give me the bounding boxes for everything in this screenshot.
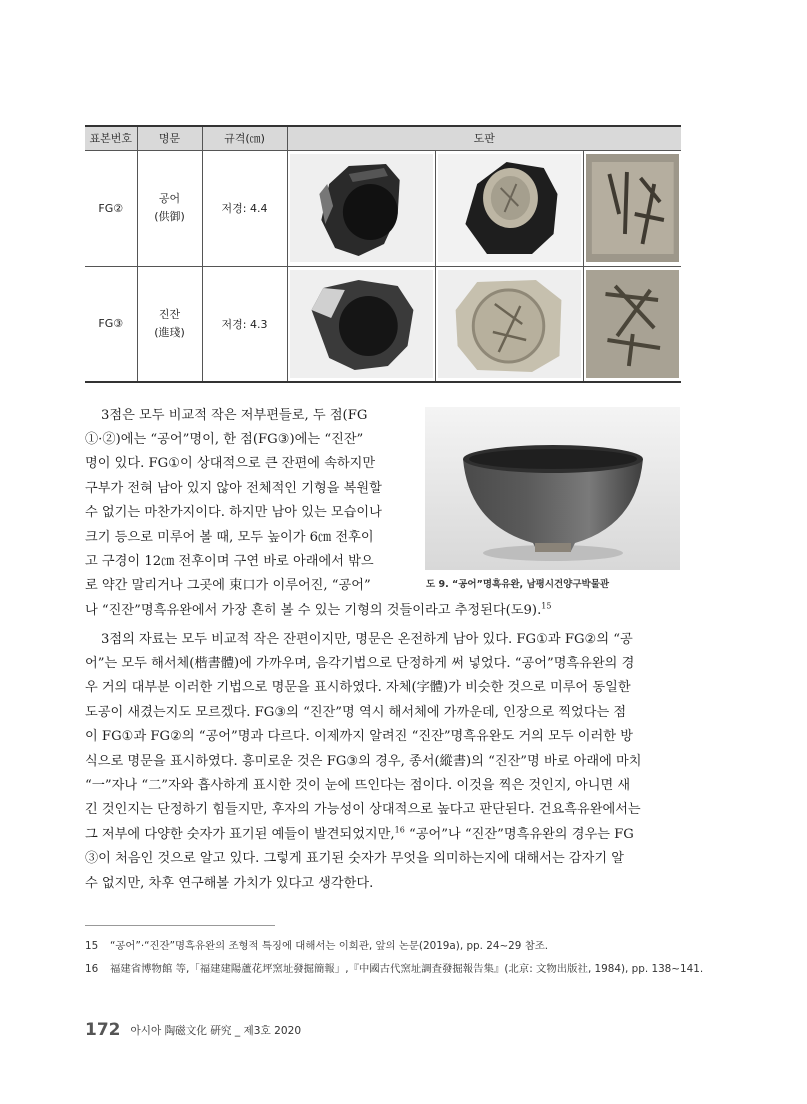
text-line: 로 약간 말리거나 그곳에 束口가 이루어진, “공어”	[85, 578, 371, 594]
shard-outer-photo	[290, 270, 433, 378]
footnote-number: 15	[85, 940, 99, 952]
journal-title: 아시아 陶磁文化 硏究 _ 제3호 2020	[130, 1025, 302, 1037]
text-line: 긴 것인지는 단정하기 힘들지만, 후자의 가능성이 상대적으로 높다고 판단된다. 건요흑유완에서는	[85, 802, 641, 818]
photo-cell	[583, 150, 681, 266]
inscription-closeup-photo	[586, 154, 680, 262]
text-line: 도공이 새겼는지도 모르겠다. FG③의 “진잔”명 역시 해서체에 가까운데, 인장으로 찍었다는 점	[85, 704, 627, 720]
text-line: 수 없기는 마찬가지이다. 하지만 남아 있는 모습이나	[85, 505, 382, 521]
text-line	[85, 823, 642, 847]
footnote-ref: 16	[394, 825, 405, 835]
text-line: 이 FG①과 FG②의 “공어”명과 다르다. 이제까지 알려진 “진잔”명흑유완도 거의 모두 이러한 방	[85, 729, 633, 745]
header-inscription: 명문	[137, 126, 202, 150]
photo-cell	[287, 266, 435, 382]
specimen-table	[85, 125, 681, 383]
cell-specimen-id: FG③	[85, 266, 137, 382]
photo-cell	[583, 266, 681, 382]
table-row	[85, 266, 681, 382]
inscription-hanja: (進琖)	[154, 325, 185, 339]
shard-outer-photo	[290, 154, 433, 262]
footnote-text: “공어”·“진잔”명흑유완의 조형적 특징에 대해서는 이희관, 앞의 논문(2019a), pp. 24~29 참조.	[110, 940, 549, 952]
text-line: 수 없지만, 차후 연구해볼 가치가 있다고 생각한다.	[85, 875, 374, 891]
figure-caption: 도 9. “공어”명흑유완, 남평시건양구박물관	[426, 579, 610, 590]
text-line: “一”자나 “二”자와 흡사하게 표시한 것이 눈에 뜨인다는 점이다. 이것을 찍은 것인지, 아니면 새	[85, 777, 631, 793]
text-segment: 그 저부에 다양한 숫자가 표기된 예들이 발견되었지만,	[85, 826, 395, 842]
inscription-korean: 진잔	[158, 307, 181, 321]
inscription-korean: 공어	[158, 192, 181, 205]
page-number: 172	[85, 1020, 121, 1040]
footnote-divider	[85, 925, 275, 926]
table-row	[85, 150, 681, 266]
paragraph-1	[101, 404, 367, 428]
text-segment: 나 “진잔”명흑유완에서 가장 흔히 볼 수 있는 기형의 것들이라고 추정된다(도9).	[85, 602, 542, 618]
photo-cell	[435, 266, 583, 382]
footnote	[85, 960, 703, 975]
cell-size: 저경: 4.4	[202, 150, 287, 266]
photo-cell	[435, 150, 583, 266]
footnote-text: 福建省博物館 等,「福建建陽蘆花坪窯址發掘簡報」,『中國古代窯址調査發掘報告集』(北京: 文物出版社, 1984), pp. 138~141.	[110, 963, 704, 975]
text-line: 고 구경이 12㎝ 전후이며 구연 바로 아래에서 밖으	[85, 553, 374, 569]
text-line	[85, 599, 551, 623]
text-segment: “공어”나 “진잔”명흑유완의 경우는 FG	[404, 826, 634, 842]
header-size: 규격(㎝)	[202, 126, 287, 150]
shard-base-photo	[438, 270, 581, 378]
cell-size: 저경: 4.3	[202, 266, 287, 382]
shard-base-photo	[438, 154, 581, 262]
text-line: 3점의 자료는 모두 비교적 작은 잔편이지만, 명문은 온전하게 남아 있다. FG①과 FG②의 “공	[101, 632, 633, 647]
text-line: ①·②)에는 “공어”명이, 한 점(FG③)에는 “진잔”	[85, 432, 364, 447]
page-footer	[85, 1020, 301, 1040]
text-line: 우 거의 대부분 이러한 기법으로 명문을 표시하였다. 자체(字體)가 비슷한 것으로 미루어 동일한	[85, 680, 631, 696]
paragraph-2-body	[85, 652, 642, 896]
paragraph-2	[101, 628, 633, 652]
text-line: 크기 등으로 미루어 볼 때, 모두 높이가 6㎝ 전후이	[85, 529, 374, 545]
footnote	[85, 937, 548, 952]
text-line: ③이 처음인 것으로 알고 있다. 그렇게 표기된 숫자가 무엇을 의미하는지에 대해서는 감자기 알	[85, 851, 625, 867]
footnote-number: 16	[85, 963, 99, 975]
header-plates: 도판	[287, 126, 681, 150]
cell-inscription	[137, 266, 202, 382]
text-line: 어”는 모두 해서체(楷書體)에 가까우며, 음각기법으로 단정하게 써 넣었다. “공어”명흑유완의 경	[85, 656, 635, 671]
footnote-ref: 15	[541, 601, 552, 611]
text-line: 명이 있다. FG①이 상대적으로 큰 잔편에 속하지만	[85, 456, 376, 472]
header-specimen-no: 표본번호	[85, 126, 137, 150]
inscription-hanja: (供御)	[154, 210, 185, 223]
table-header-row	[85, 126, 681, 150]
photo-cell	[287, 150, 435, 266]
text-line: 구부가 전혀 남아 있지 않아 전체적인 기형을 복원할	[85, 480, 382, 496]
cell-inscription	[137, 150, 202, 266]
paragraph-1-body	[85, 428, 551, 623]
text-line: 식으로 명문을 표시하였다. 흥미로운 것은 FG③의 경우, 종서(縱書)의 “진잔”명 바로 아래에 마치	[85, 753, 642, 769]
cell-specimen-id: FG②	[85, 150, 137, 266]
inscription-closeup-photo	[586, 270, 680, 378]
text-line: 3점은 모두 비교적 작은 저부편들로, 두 점(FG	[101, 408, 368, 423]
